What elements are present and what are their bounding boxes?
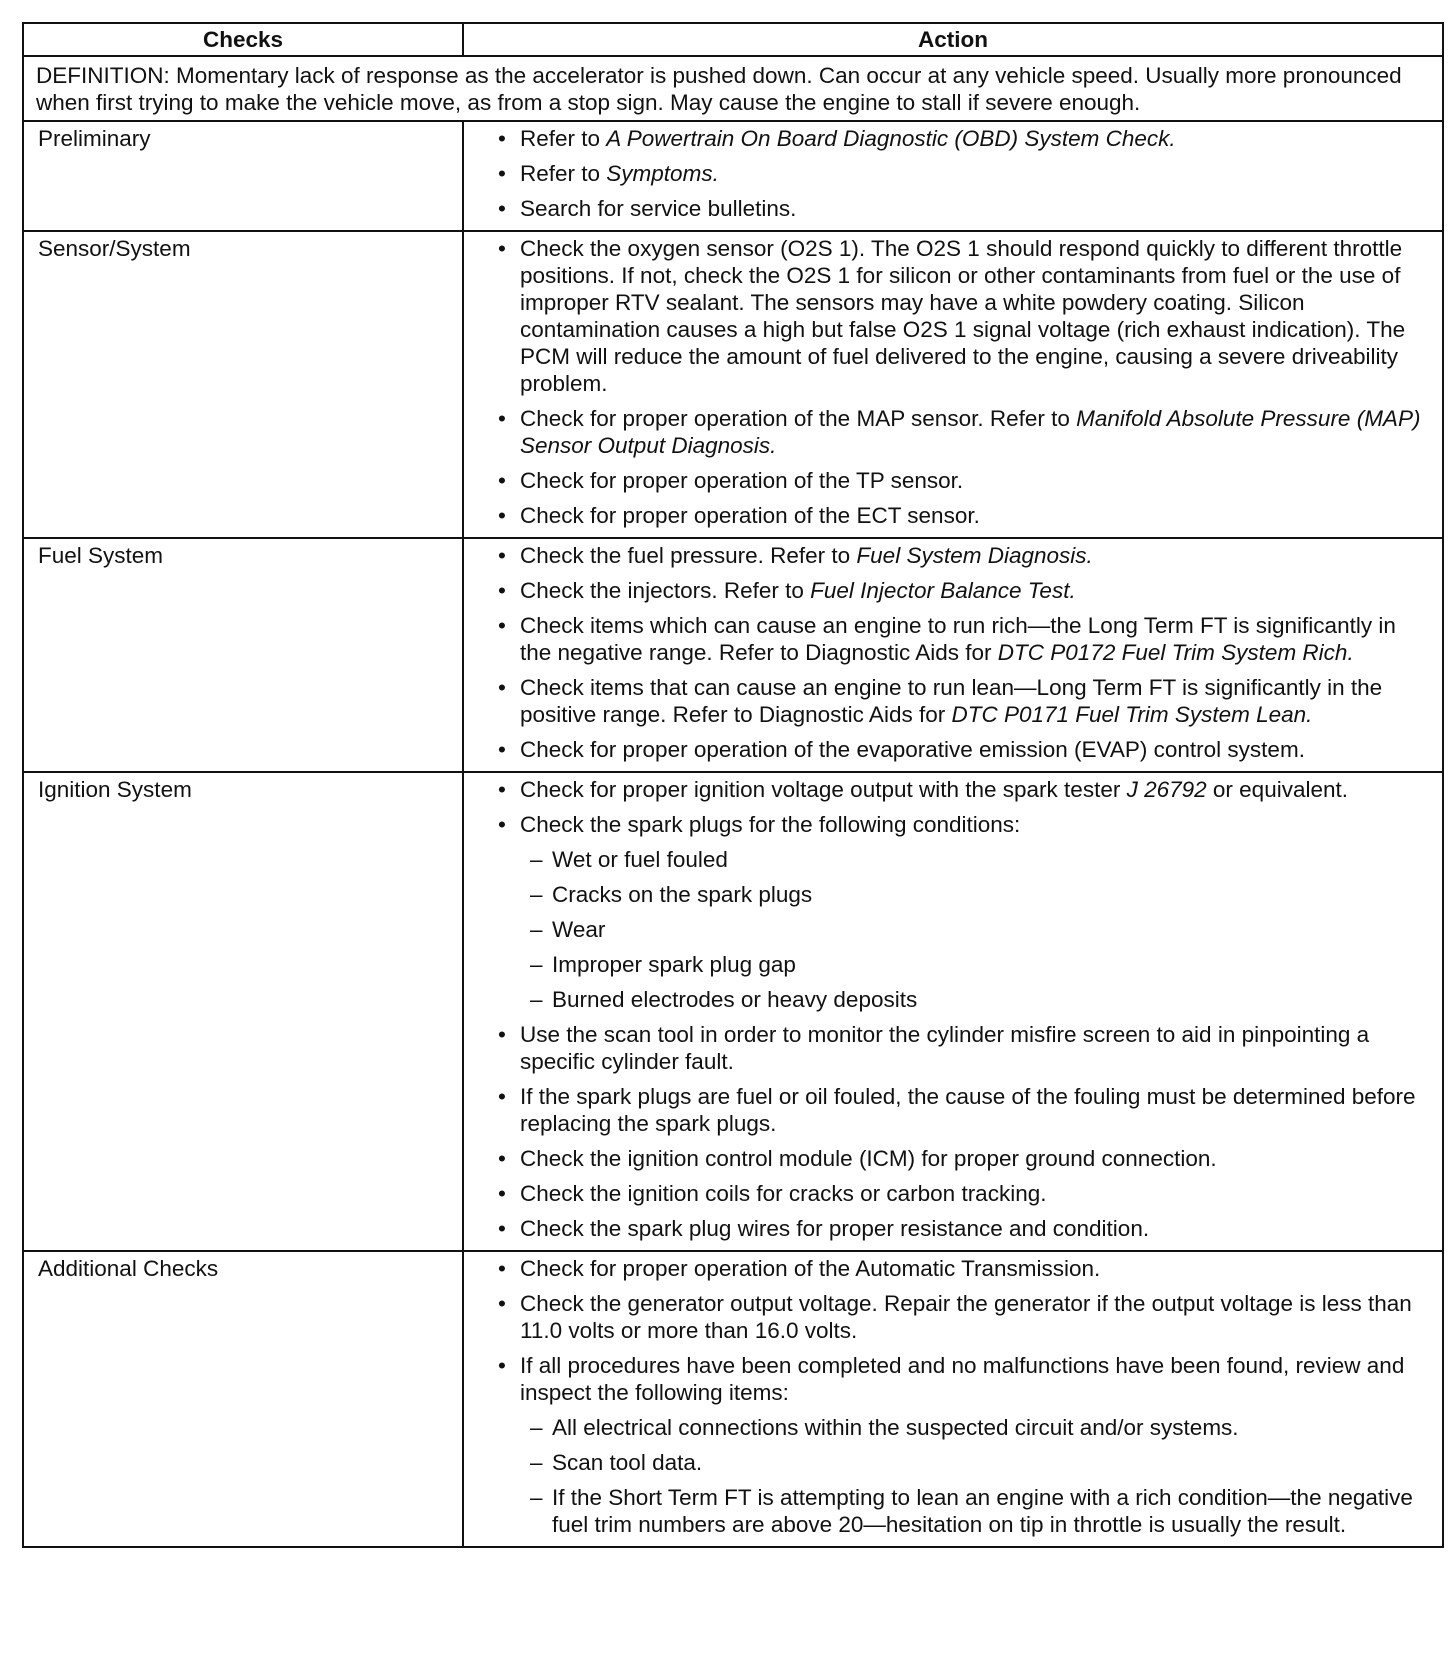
list-item xyxy=(496,674,1428,728)
sub-list-item xyxy=(520,1484,1428,1538)
bullet-icon: • xyxy=(498,1181,506,1206)
list-item xyxy=(496,405,1428,459)
item-text: If the spark plugs are fuel or oil fouled, the cause of the fouling must be determined before replacing the spark plugs. xyxy=(520,1084,1416,1136)
dash-icon: – xyxy=(530,1415,543,1440)
bullet-icon: • xyxy=(498,161,506,186)
sub-item-text: Scan tool data. xyxy=(552,1450,703,1475)
item-text: Check for proper operation of the ECT sensor. xyxy=(520,503,980,528)
reference-text: Fuel System Diagnosis. xyxy=(856,543,1093,568)
checks-header: Checks xyxy=(23,23,463,56)
item-text: Check items that can cause an engine to run lean—Long Term FT is significantly in the positive range. Refer to Diagnostic Aids for xyxy=(520,675,1383,727)
item-text: Check for proper operation of the MAP sensor. Refer to xyxy=(520,406,1077,431)
bullet-icon: • xyxy=(498,1353,506,1378)
bullet-icon: • xyxy=(498,613,506,638)
dash-icon: – xyxy=(530,987,543,1012)
checks-body xyxy=(23,121,1443,1547)
sub-list-item xyxy=(520,951,1428,978)
sub-item-text: If the Short Term FT is attempting to lean an engine with a rich condition—the negative fuel trim numbers are above 20—hesitation on tip in throttle is usually the result. xyxy=(552,1485,1413,1537)
sub-list-item xyxy=(520,916,1428,943)
dash-icon: – xyxy=(530,882,543,907)
item-text: Check for proper operation of the evaporative emission (EVAP) control system. xyxy=(520,737,1305,762)
list-item xyxy=(496,125,1428,152)
dash-icon: – xyxy=(530,952,543,977)
item-text: Refer to xyxy=(520,161,607,186)
list-item xyxy=(496,1352,1428,1538)
definition-text: DEFINITION: Momentary lack of response as the accelerator is pushed down. Can occur at any vehicle speed. Usually more pronounced when first trying to make the vehicle move, as from a stop sign. May cause the engine to stall if severe enough. xyxy=(23,56,1443,121)
item-text: Check the ignition coils for cracks or carbon tracking. xyxy=(520,1181,1047,1206)
bullet-icon: • xyxy=(498,1291,506,1316)
table-row xyxy=(23,231,1443,538)
list-item xyxy=(496,1215,1428,1242)
list-item xyxy=(496,1021,1428,1075)
list-item xyxy=(496,502,1428,529)
bullet-icon: • xyxy=(498,196,506,221)
action-list xyxy=(496,542,1428,763)
sub-item-text: Burned electrodes or heavy deposits xyxy=(552,987,918,1012)
item-text: Search for service bulletins. xyxy=(520,196,797,221)
reference-text: J 26792 xyxy=(1126,777,1207,802)
check-category: Additional Checks xyxy=(23,1251,463,1547)
check-category: Preliminary xyxy=(23,121,463,231)
action-header: Action xyxy=(463,23,1443,56)
list-item xyxy=(496,811,1428,1013)
action-cell xyxy=(463,1251,1443,1547)
list-item xyxy=(496,577,1428,604)
item-text: Use the scan tool in order to monitor the cylinder misfire screen to aid in pinpointing a specific cylinder fault. xyxy=(520,1022,1370,1074)
sub-item-text: Wear xyxy=(552,917,606,942)
action-list xyxy=(496,125,1428,222)
item-text: Refer to xyxy=(520,126,607,151)
sub-item-text: All electrical connections within the suspected circuit and/or systems. xyxy=(552,1415,1239,1440)
list-item xyxy=(496,1290,1428,1344)
bullet-icon: • xyxy=(498,777,506,802)
dash-icon: – xyxy=(530,1450,543,1475)
reference-text: DTC P0172 Fuel Trim System Rich. xyxy=(997,640,1354,665)
header-row xyxy=(23,23,1443,56)
reference-text: Symptoms. xyxy=(606,161,719,186)
action-cell xyxy=(463,772,1443,1251)
table-row xyxy=(23,772,1443,1251)
bullet-icon: • xyxy=(498,503,506,528)
bullet-icon: • xyxy=(498,578,506,603)
diagnostic-table xyxy=(22,22,1444,1548)
bullet-icon: • xyxy=(498,812,506,837)
item-text: Check the oxygen sensor (O2S 1). The O2S 1 should respond quickly to different throttle positions. If not, check the O2S 1 for silicon or other contaminants from fuel or the use of improper RTV sealant. The sensors may have a white powdery coating. Silicon contamination causes a high but false O2S 1 signal voltage (rich exhaust indication). The PCM will reduce the amount of fuel delivered to the engine, causing a severe driveability problem. xyxy=(520,236,1406,396)
list-item xyxy=(496,736,1428,763)
action-cell xyxy=(463,538,1443,772)
table-row xyxy=(23,538,1443,772)
dash-icon: – xyxy=(530,917,543,942)
item-text: Check the fuel pressure. Refer to xyxy=(520,543,857,568)
item-text: If all procedures have been completed and no malfunctions have been found, review and inspect the following items: xyxy=(520,1353,1405,1405)
bullet-icon: • xyxy=(498,1084,506,1109)
sub-item-text: Wet or fuel fouled xyxy=(552,847,728,872)
action-list xyxy=(496,235,1428,529)
bullet-icon: • xyxy=(498,406,506,431)
sub-list-item xyxy=(520,986,1428,1013)
sub-item-text: Improper spark plug gap xyxy=(552,952,796,977)
definition-row xyxy=(23,56,1443,121)
list-item xyxy=(496,1145,1428,1172)
bullet-icon: • xyxy=(498,468,506,493)
check-category: Fuel System xyxy=(23,538,463,772)
check-category: Ignition System xyxy=(23,772,463,1251)
sub-list-item xyxy=(520,846,1428,873)
bullet-icon: • xyxy=(498,126,506,151)
list-item xyxy=(496,1255,1428,1282)
action-cell xyxy=(463,231,1443,538)
item-text: Check for proper operation of the Automatic Transmission. xyxy=(520,1256,1101,1281)
list-item xyxy=(496,542,1428,569)
item-text: Check for proper operation of the TP sensor. xyxy=(520,468,964,493)
sub-list-item xyxy=(520,881,1428,908)
sub-list xyxy=(520,1414,1428,1538)
action-cell xyxy=(463,121,1443,231)
table-row xyxy=(23,121,1443,231)
bullet-icon: • xyxy=(498,1022,506,1047)
table-row xyxy=(23,1251,1443,1547)
sub-item-text: Cracks on the spark plugs xyxy=(552,882,813,907)
sub-list-item xyxy=(520,1414,1428,1441)
bullet-icon: • xyxy=(498,1216,506,1241)
list-item xyxy=(496,160,1428,187)
item-text: Check the injectors. Refer to xyxy=(520,578,811,603)
item-text-tail: or equivalent. xyxy=(1206,777,1348,802)
sub-list xyxy=(520,846,1428,1013)
list-item xyxy=(496,467,1428,494)
list-item xyxy=(496,195,1428,222)
reference-text: Fuel Injector Balance Test. xyxy=(810,578,1076,603)
action-list xyxy=(496,1255,1428,1538)
item-text: Check the ignition control module (ICM) for proper ground connection. xyxy=(520,1146,1217,1171)
item-text: Check items which can cause an engine to run rich—the Long Term FT is significantly in the negative range. Refer to Diagnostic Aids for xyxy=(520,613,1396,665)
reference-text: DTC P0171 Fuel Trim System Lean. xyxy=(951,702,1313,727)
list-item xyxy=(496,1083,1428,1137)
item-text: Check the generator output voltage. Repair the generator if the output voltage is less than 11.0 volts or more than 16.0 volts. xyxy=(520,1291,1412,1343)
bullet-icon: • xyxy=(498,675,506,700)
list-item xyxy=(496,776,1428,803)
bullet-icon: • xyxy=(498,543,506,568)
reference-text: A Powertrain On Board Diagnostic (OBD) System Check. xyxy=(606,126,1176,151)
item-text: Check the spark plugs for the following conditions: xyxy=(520,812,1021,837)
check-category: Sensor/System xyxy=(23,231,463,538)
action-list xyxy=(496,776,1428,1242)
bullet-icon: • xyxy=(498,236,506,261)
list-item xyxy=(496,235,1428,397)
list-item xyxy=(496,612,1428,666)
bullet-icon: • xyxy=(498,737,506,762)
list-item xyxy=(496,1180,1428,1207)
bullet-icon: • xyxy=(498,1256,506,1281)
sub-list-item xyxy=(520,1449,1428,1476)
reference-text: Manifold Absolute Pressure (MAP) Sensor Output Diagnosis. xyxy=(520,406,1421,458)
dash-icon: – xyxy=(530,847,543,872)
item-text: Check for proper ignition voltage output with the spark tester xyxy=(520,777,1127,802)
item-text: Check the spark plug wires for proper resistance and condition. xyxy=(520,1216,1150,1241)
dash-icon: – xyxy=(530,1485,543,1510)
bullet-icon: • xyxy=(498,1146,506,1171)
